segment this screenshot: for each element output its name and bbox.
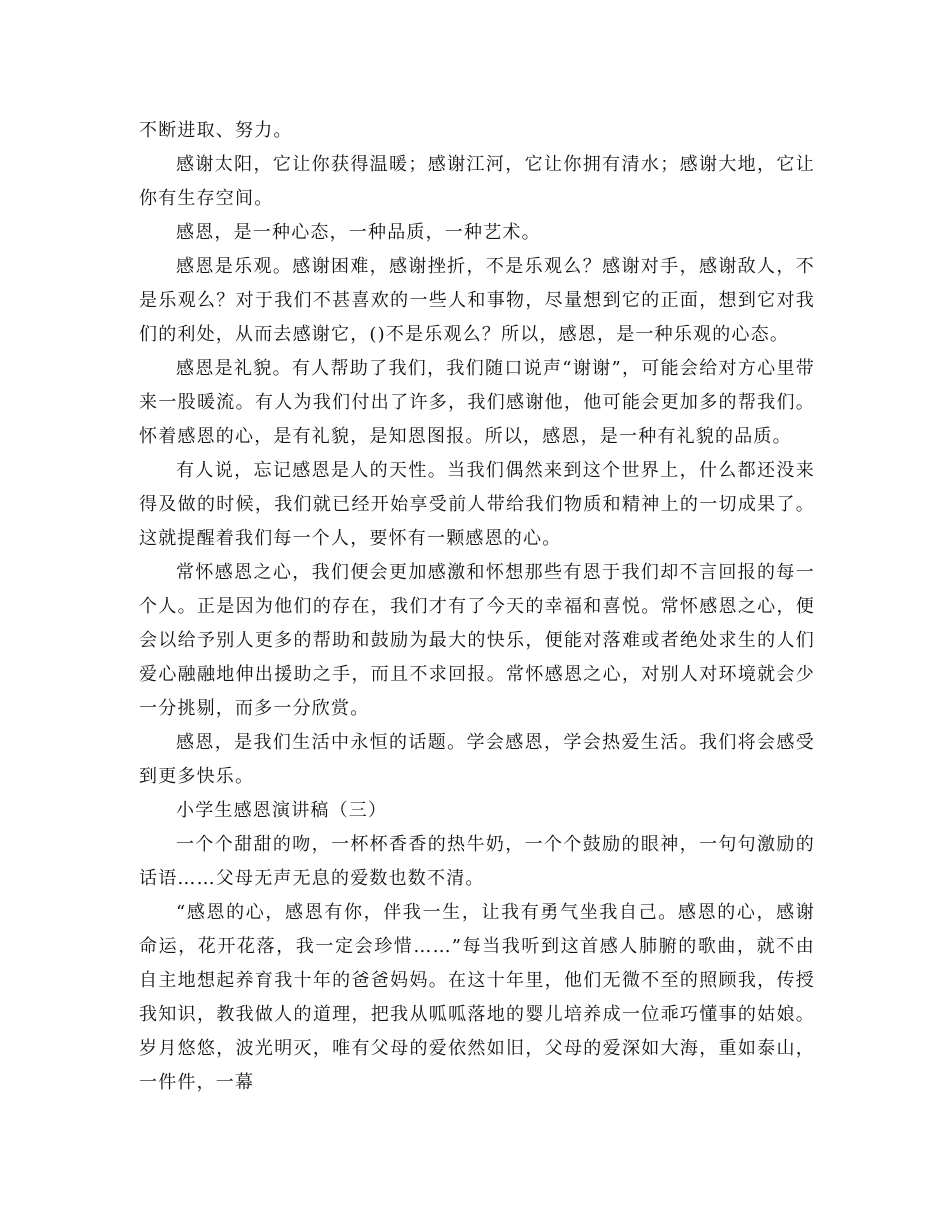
paragraph: 有人说，忘记感恩是人的天性。当我们偶然来到这个世界上，什么都还没来得及做的时候，我们就已经开始享受前人带给我们物质和精神上的一切成果了。这就提醒着我们每一个人，要怀有一颗感恩的心。 <box>139 460 815 549</box>
document-body <box>139 114 815 1100</box>
paragraph: 常怀感恩之心，我们便会更加感激和怀想那些有恩于我们却不言回报的每一个人。正是因为他们的存在，我们才有了今天的幸福和喜悦。常怀感恩之心，便会以给予别人更多的帮助和鼓励为最大的快乐，便能对落难或者绝处求生的人们爱心融融地伸出援助之手，而且不求回报。常怀感恩之心，对别人对环境就会少一分挑剔，而多一分欣赏。 <box>139 562 815 719</box>
paragraph: 感恩，是一种心态，一种品质，一种艺术。 <box>176 222 541 243</box>
paragraph: 感恩是乐观。感谢困难，感谢挫折，不是乐观么？感谢对手，感谢敌人，不是乐观么？对于我们不甚喜欢的一些人和事物，尽量想到它的正面，想到它对我们的利处，从而去感谢它，()不是乐观么？所以，感恩，是一种乐观的心态。 <box>139 256 815 345</box>
paragraph: 不断进取、努力。 <box>139 120 293 141</box>
paragraph: 感恩，是我们生活中永恒的话题。学会感恩，学会热爱生活。我们将会感受到更多快乐。 <box>139 732 815 787</box>
paragraph: “感恩的心，感恩有你，伴我一生，让我有勇气坐我自己。感恩的心，感谢命运，花开花落，我一定会珍惜……”每当我听到这首感人肺腑的歌曲，就不由自主地想起养育我十年的爸爸妈妈。在这十年里，他们无微不至的照顾我，传授我知识，教我做人的道理，把我从呱呱落地的婴儿培养成一位乖巧懂事的姑娘。岁月悠悠，波光明灭，唯有父母的爱依然如旧，父母的爱深如大海，重如泰山，一件件，一幕 <box>139 902 815 1093</box>
paragraph: 感恩是礼貌。有人帮助了我们，我们随口说声“谢谢”，可能会给对方心里带来一股暖流。有人为我们付出了许多，我们感谢他，他可能会更加多的帮我们。怀着感恩的心，是有礼貌，是知恩图报。所以，感恩，是一种有礼貌的品质。 <box>139 358 815 447</box>
paragraph: 感谢太阳，它让你获得温暖；感谢江河，它让你拥有清水；感谢大地，它让你有生存空间。 <box>139 154 815 209</box>
section-heading: 小学生感恩演讲稿（三） <box>176 800 388 821</box>
paragraph: 一个个甜甜的吻，一杯杯香香的热牛奶，一个个鼓励的眼神，一句句激励的话语……父母无声无息的爱数也数不清。 <box>139 834 815 889</box>
